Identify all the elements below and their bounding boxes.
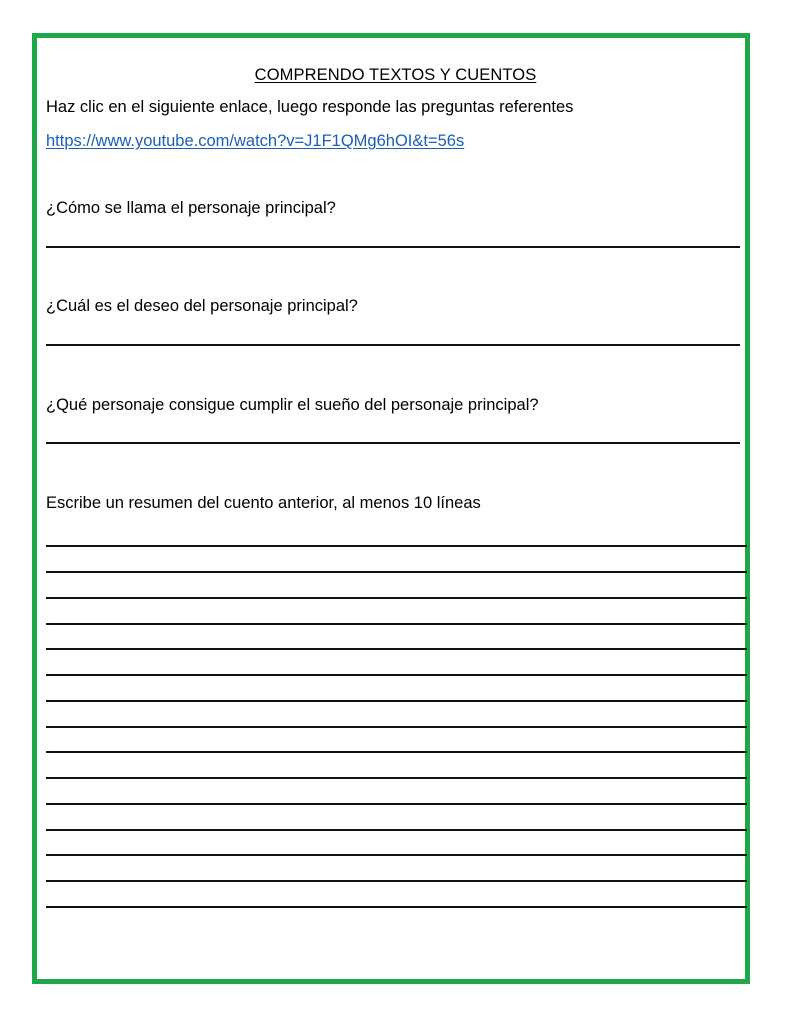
summary-line[interactable]: [46, 906, 747, 908]
summary-line[interactable]: [46, 751, 747, 753]
summary-line[interactable]: [46, 777, 747, 779]
summary-line[interactable]: [46, 545, 747, 547]
question-3: ¿Qué personaje consigue cumplir el sueño del personaje principal?: [46, 396, 539, 414]
summary-line[interactable]: [46, 803, 747, 805]
answer-line-2[interactable]: [46, 344, 740, 346]
worksheet-title: COMPRENDO TEXTOS Y CUENTOS: [254, 66, 537, 84]
summary-prompt: Escribe un resumen del cuento anterior, al menos 10 líneas: [46, 494, 481, 512]
question-1: ¿Cómo se llama el personaje principal?: [46, 199, 336, 217]
summary-line[interactable]: [46, 597, 747, 599]
summary-line[interactable]: [46, 880, 747, 882]
video-link[interactable]: https://www.youtube.com/watch?v=J1F1QMg6hOI&t=56s: [46, 132, 465, 150]
summary-line[interactable]: [46, 623, 747, 625]
answer-line-3[interactable]: [46, 442, 740, 444]
instruction-text: Haz clic en el siguiente enlace, luego responde las preguntas referentes: [46, 98, 574, 116]
summary-line[interactable]: [46, 726, 747, 728]
summary-line[interactable]: [46, 829, 747, 831]
summary-line[interactable]: [46, 648, 747, 650]
summary-line[interactable]: [46, 674, 747, 676]
answer-line-1[interactable]: [46, 246, 740, 248]
summary-line[interactable]: [46, 854, 747, 856]
summary-line[interactable]: [46, 571, 747, 573]
question-2: ¿Cuál es el deseo del personaje principal?: [46, 297, 358, 315]
summary-line[interactable]: [46, 700, 747, 702]
